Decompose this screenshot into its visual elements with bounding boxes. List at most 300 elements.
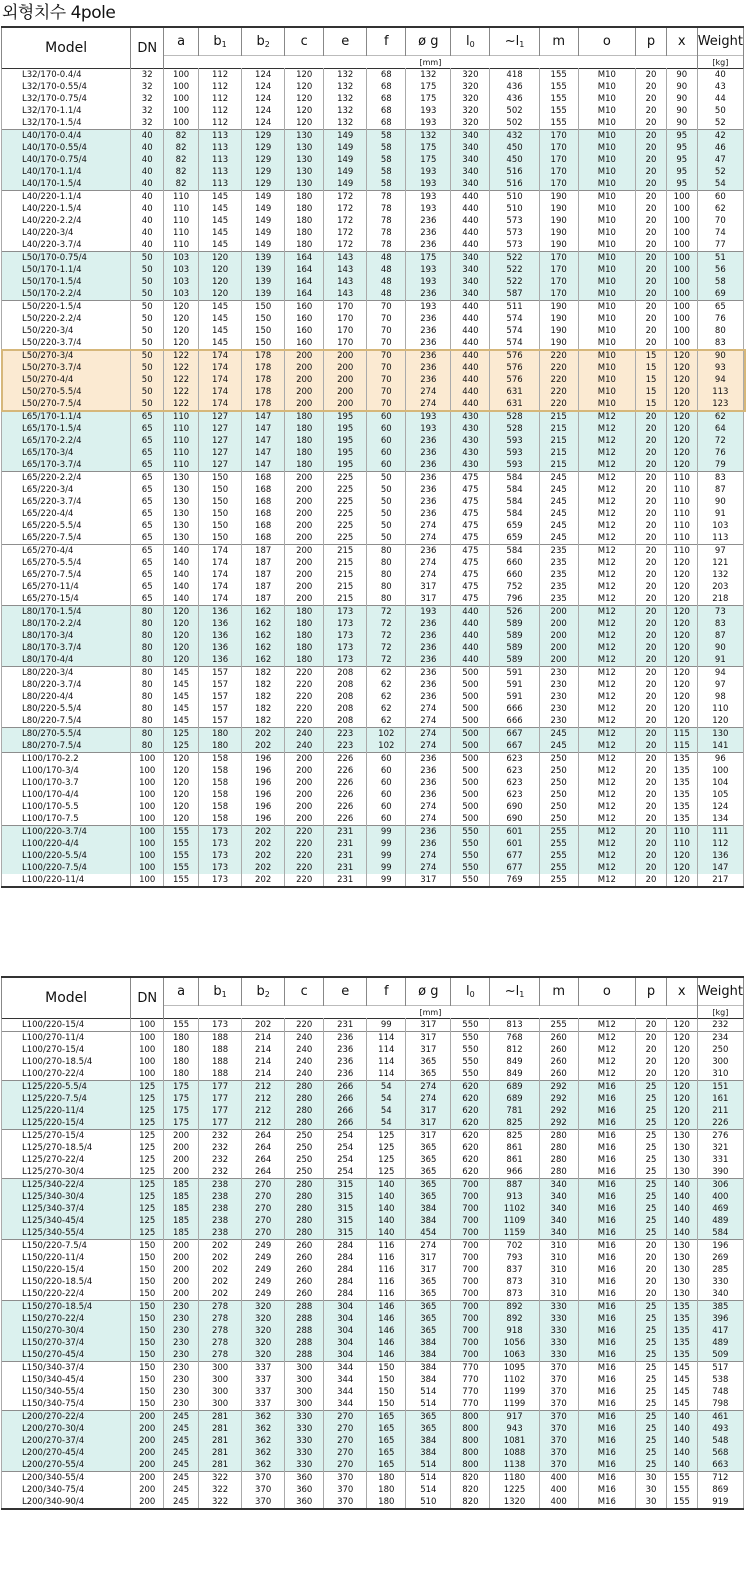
cell-a: 245 [164,1411,199,1424]
cell-b1: 173 [199,874,242,887]
cell-g: 274 [406,1093,451,1105]
cell-c: 200 [285,484,324,496]
cell-l1: 526 [490,606,539,619]
cell-a: 122 [164,398,199,411]
cell-p: 20 [636,459,667,472]
cell-m: 400 [539,1484,578,1496]
cell-b2: 182 [242,667,285,680]
cell-model: L125/340-37/4 [2,1203,131,1215]
cell-p: 20 [636,496,667,508]
cell-e: 344 [324,1362,367,1375]
cell-m: 370 [539,1362,578,1375]
cell-weight: 136 [697,850,743,862]
cell-o: M12 [578,569,635,581]
cell-weight: 110 [697,703,743,715]
cell-c: 180 [285,642,324,654]
cell-g: 236 [406,765,451,777]
cell-x: 120 [666,691,697,703]
cell-o: M16 [578,1240,635,1253]
cell-e: 195 [324,411,367,424]
cell-weight: 196 [697,1240,743,1253]
cell-model: L100/270-11/4 [2,1032,131,1045]
cell-b1: 278 [199,1313,242,1325]
cell-b2: 150 [242,313,285,325]
table-row [2,117,744,130]
cell-b1: 158 [199,765,242,777]
cell-l0: 800 [451,1459,490,1472]
cell-g: 236 [406,753,451,766]
cell-m: 230 [539,715,578,728]
cell-e: 266 [324,1093,367,1105]
cell-f: 68 [367,105,406,117]
cell-o: M10 [578,398,635,411]
cell-weight: 90 [697,496,743,508]
unit-mm: [mm] [164,1006,698,1019]
cell-c: 300 [285,1374,324,1386]
cell-weight: 54 [697,178,743,191]
cell-dn: 65 [131,472,164,485]
cell-b2: 212 [242,1093,285,1105]
cell-b1: 145 [199,313,242,325]
cell-model: L150/220-15/4 [2,1264,131,1276]
cell-x: 110 [666,545,697,558]
cell-weight: 111 [697,826,743,839]
cell-c: 200 [285,362,324,374]
cell-b2: 337 [242,1362,285,1375]
cell-weight: 211 [697,1105,743,1117]
cell-l1: 516 [490,178,539,191]
cell-model: L125/270-18.5/4 [2,1142,131,1154]
cell-e: 231 [324,838,367,850]
cell-o: M12 [578,411,635,424]
cell-l1: 659 [490,532,539,545]
cell-l1: 589 [490,618,539,630]
cell-o: M10 [578,203,635,215]
cell-a: 245 [164,1435,199,1447]
cell-b1: 300 [199,1386,242,1398]
cell-weight: 83 [697,337,743,350]
cell-f: 62 [367,679,406,691]
cell-b2: 212 [242,1105,285,1117]
cell-f: 114 [367,1044,406,1056]
cell-model: L100/220-3.7/4 [2,826,131,839]
cell-p: 20 [636,81,667,93]
cell-b1: 177 [199,1093,242,1105]
table-row [2,1484,744,1496]
table-row [2,337,744,350]
cell-model: L65/220-3.7/4 [2,496,131,508]
cell-p: 15 [636,374,667,386]
cell-x: 90 [666,93,697,105]
cell-x: 110 [666,838,697,850]
cell-dn: 80 [131,618,164,630]
cell-model: L150/270-45/4 [2,1349,131,1362]
cell-a: 100 [164,93,199,105]
cell-b1: 173 [199,862,242,874]
cell-m: 190 [539,337,578,350]
cell-o: M12 [578,435,635,447]
header-b1-base: b [213,34,222,49]
cell-b2: 202 [242,862,285,874]
header-c: c [285,27,324,56]
cell-c: 200 [285,813,324,826]
cell-weight: 60 [697,191,743,204]
cell-dn: 40 [131,239,164,252]
cell-dn: 80 [131,642,164,654]
cell-weight: 123 [697,398,743,411]
cell-a: 245 [164,1496,199,1509]
cell-m: 310 [539,1264,578,1276]
cell-o: M12 [578,508,635,520]
cell-e: 195 [324,459,367,472]
cell-m: 292 [539,1093,578,1105]
cell-g: 317 [406,1264,451,1276]
cell-dn: 80 [131,740,164,753]
cell-l1: 601 [490,826,539,839]
cell-b1: 150 [199,472,242,485]
header-l1 [490,977,539,1006]
cell-e: 370 [324,1496,367,1509]
cell-e: 254 [324,1142,367,1154]
cell-dn: 65 [131,520,164,532]
table-row [2,862,744,874]
cell-b2: 168 [242,520,285,532]
header-l0-base: l [466,984,470,999]
cell-model: L40/170-1.1/4 [2,166,131,178]
table-row [2,753,744,766]
cell-g: 274 [406,801,451,813]
cell-x: 90 [666,69,697,82]
cell-a: 175 [164,1081,199,1094]
cell-x: 110 [666,484,697,496]
cell-weight: 538 [697,1374,743,1386]
table-row [2,1044,744,1056]
cell-b1: 232 [199,1130,242,1143]
cell-a: 230 [164,1349,199,1362]
cell-a: 110 [164,435,199,447]
cell-g: 236 [406,435,451,447]
cell-c: 360 [285,1484,324,1496]
cell-model: L40/220-1.5/4 [2,203,131,215]
cell-m: 330 [539,1349,578,1362]
cell-a: 230 [164,1362,199,1375]
cell-o: M10 [578,374,635,386]
cell-l0: 440 [451,350,490,363]
cell-weight: 83 [697,618,743,630]
cell-e: 225 [324,520,367,532]
cell-dn: 125 [131,1081,164,1094]
cell-b1: 136 [199,606,242,619]
cell-g: 317 [406,874,451,887]
cell-c: 120 [285,81,324,93]
cell-m: 260 [539,1056,578,1068]
cell-weight: 100 [697,765,743,777]
cell-a: 125 [164,728,199,741]
cell-g: 274 [406,557,451,569]
cell-p: 20 [636,435,667,447]
cell-m: 340 [539,1191,578,1203]
cell-b2: 162 [242,630,285,642]
cell-x: 120 [666,423,697,435]
cell-dn: 65 [131,569,164,581]
table-row [2,166,744,178]
cell-l1: 1109 [490,1215,539,1227]
table-row [2,252,744,265]
cell-l0: 620 [451,1117,490,1130]
cell-b1: 174 [199,386,242,398]
cell-e: 231 [324,850,367,862]
header-l0 [451,977,490,1006]
cell-m: 220 [539,374,578,386]
cell-o: M16 [578,1081,635,1094]
cell-model: L80/220-3.7/4 [2,679,131,691]
cell-a: 120 [164,337,199,350]
cell-dn: 50 [131,288,164,301]
cell-a: 110 [164,447,199,459]
cell-p: 20 [636,777,667,789]
cell-p: 20 [636,569,667,581]
cell-m: 170 [539,252,578,265]
cell-p: 30 [636,1484,667,1496]
cell-model: L125/220-7.5/4 [2,1093,131,1105]
cell-m: 190 [539,215,578,227]
cell-l0: 440 [451,313,490,325]
cell-f: 60 [367,777,406,789]
header-e: e [324,27,367,56]
header-b1 [199,27,242,56]
cell-m: 155 [539,69,578,82]
cell-model: L100/220-11/4 [2,874,131,887]
table-row [2,191,744,204]
cell-a: 120 [164,789,199,801]
cell-l0: 550 [451,862,490,874]
cell-a: 200 [164,1288,199,1301]
cell-model: L80/170-1.5/4 [2,606,131,619]
cell-g: 236 [406,459,451,472]
cell-b1: 173 [199,1019,242,1032]
cell-g: 236 [406,484,451,496]
cell-m: 155 [539,105,578,117]
cell-p: 20 [636,593,667,606]
cell-m: 190 [539,227,578,239]
cell-f: 99 [367,826,406,839]
cell-l1: 576 [490,374,539,386]
cell-m: 230 [539,691,578,703]
cell-m: 200 [539,618,578,630]
header-f: f [367,27,406,56]
cell-e: 270 [324,1423,367,1435]
cell-dn: 100 [131,1068,164,1081]
cell-m: 245 [539,484,578,496]
cell-weight: 151 [697,1081,743,1094]
cell-m: 340 [539,1215,578,1227]
cell-l0: 440 [451,337,490,350]
cell-l0: 700 [451,1264,490,1276]
cell-model: L150/270-37/4 [2,1337,131,1349]
cell-a: 245 [164,1484,199,1496]
cell-c: 130 [285,142,324,154]
cell-b2: 264 [242,1130,285,1143]
cell-b2: 178 [242,374,285,386]
cell-l0: 440 [451,386,490,398]
table-row [2,1166,744,1179]
cell-l0: 770 [451,1398,490,1411]
cell-a: 155 [164,862,199,874]
cell-x: 90 [666,81,697,93]
cell-dn: 150 [131,1362,164,1375]
cell-p: 20 [636,667,667,680]
cell-c: 180 [285,654,324,667]
cell-e: 143 [324,276,367,288]
cell-c: 220 [285,862,324,874]
cell-c: 180 [285,227,324,239]
cell-b1: 120 [199,288,242,301]
cell-m: 215 [539,459,578,472]
cell-o: M10 [578,264,635,276]
cell-c: 160 [285,301,324,314]
cell-b2: 187 [242,557,285,569]
cell-b2: 264 [242,1166,285,1179]
header-weight: Weight [697,27,743,56]
cell-o: M12 [578,667,635,680]
cell-x: 120 [666,569,697,581]
cell-a: 122 [164,374,199,386]
cell-c: 220 [285,667,324,680]
cell-m: 220 [539,350,578,363]
cell-p: 20 [636,325,667,337]
cell-g: 274 [406,520,451,532]
cell-f: 116 [367,1252,406,1264]
cell-m: 310 [539,1288,578,1301]
cell-e: 132 [324,81,367,93]
cell-l0: 340 [451,252,490,265]
cell-c: 360 [285,1472,324,1485]
cell-l1: 769 [490,874,539,887]
cell-e: 200 [324,398,367,411]
cell-x: 145 [666,1362,697,1375]
cell-e: 208 [324,703,367,715]
cell-p: 20 [636,703,667,715]
cell-b1: 112 [199,117,242,130]
cell-o: M12 [578,472,635,485]
cell-b1: 281 [199,1411,242,1424]
cell-l0: 550 [451,826,490,839]
cell-f: 146 [367,1313,406,1325]
cell-l1: 573 [490,227,539,239]
cell-g: 514 [406,1472,451,1485]
table-row [2,642,744,654]
cell-g: 236 [406,227,451,239]
cell-e: 284 [324,1264,367,1276]
cell-f: 62 [367,667,406,680]
cell-f: 165 [367,1435,406,1447]
cell-p: 25 [636,1191,667,1203]
cell-model: L50/270-4/4 [2,374,131,386]
table-row [2,447,744,459]
cell-c: 300 [285,1398,324,1411]
cell-b2: 270 [242,1227,285,1240]
cell-m: 255 [539,862,578,874]
cell-o: M10 [578,154,635,166]
cell-l0: 620 [451,1166,490,1179]
cell-g: 274 [406,850,451,862]
cell-l1: 584 [490,496,539,508]
cell-x: 110 [666,520,697,532]
cell-m: 340 [539,1227,578,1240]
cell-weight: 87 [697,484,743,496]
cell-f: 70 [367,362,406,374]
cell-m: 280 [539,1166,578,1179]
cell-a: 130 [164,532,199,545]
header-b2-base: b [256,34,265,49]
header-p: p [636,977,667,1006]
cell-g: 384 [406,1435,451,1447]
cell-weight: 121 [697,557,743,569]
cell-weight: 93 [697,362,743,374]
cell-f: 78 [367,191,406,204]
cell-weight: 98 [697,691,743,703]
cell-a: 100 [164,69,199,82]
cell-l1: 432 [490,130,539,143]
cell-m: 255 [539,1019,578,1032]
cell-l1: 1199 [490,1398,539,1411]
cell-c: 200 [285,386,324,398]
cell-c: 330 [285,1447,324,1459]
table-row [2,630,744,642]
cell-dn: 100 [131,850,164,862]
cell-l0: 430 [451,435,490,447]
cell-e: 304 [324,1301,367,1314]
cell-m: 250 [539,801,578,813]
cell-c: 120 [285,117,324,130]
cell-a: 245 [164,1423,199,1435]
cell-model: L125/220-15/4 [2,1117,131,1130]
cell-l0: 340 [451,276,490,288]
cell-b1: 188 [199,1044,242,1056]
cell-model: L40/220-1.1/4 [2,191,131,204]
cell-x: 130 [666,1252,697,1264]
cell-b1: 232 [199,1154,242,1166]
cell-p: 15 [636,386,667,398]
cell-weight: 712 [697,1472,743,1485]
table-row [2,581,744,593]
cell-b2: 196 [242,801,285,813]
cell-x: 140 [666,1459,697,1472]
header-l0-sub: 0 [469,40,475,49]
cell-p: 20 [636,276,667,288]
cell-f: 60 [367,435,406,447]
cell-dn: 125 [131,1203,164,1215]
cell-b2: 178 [242,386,285,398]
cell-a: 125 [164,740,199,753]
cell-dn: 50 [131,264,164,276]
cell-b2: 149 [242,215,285,227]
cell-b2: 370 [242,1496,285,1509]
cell-dn: 65 [131,593,164,606]
cell-l1: 502 [490,105,539,117]
cell-p: 20 [636,154,667,166]
cell-f: 68 [367,81,406,93]
cell-c: 240 [285,728,324,741]
cell-model: L125/270-30/4 [2,1166,131,1179]
cell-p: 25 [636,1374,667,1386]
cell-dn: 65 [131,545,164,558]
cell-a: 100 [164,81,199,93]
cell-b2: 178 [242,362,285,374]
table-row [2,81,744,93]
cell-e: 170 [324,313,367,325]
cell-model: L100/170-2.2 [2,753,131,766]
